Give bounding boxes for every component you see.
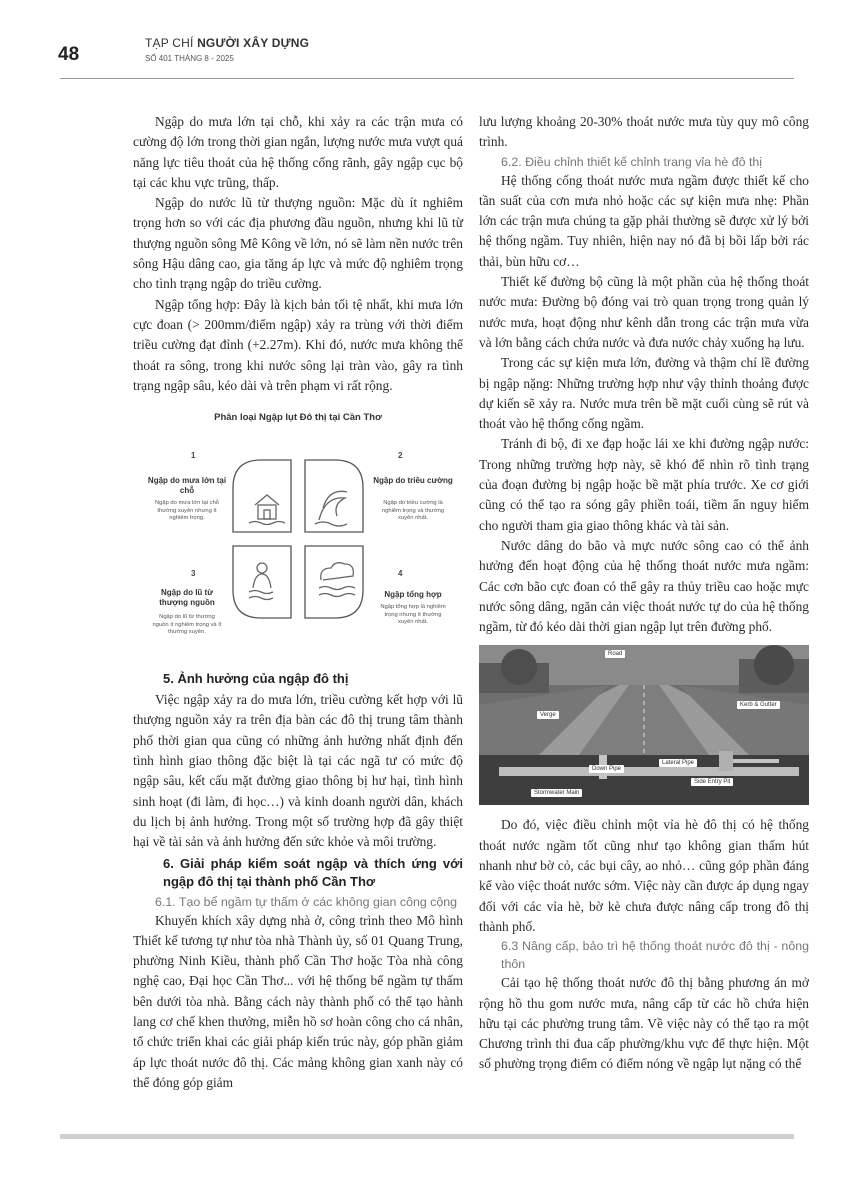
flood-classification-infographic (133, 404, 463, 666)
footer-divider (60, 1134, 794, 1139)
left-column (133, 112, 463, 1093)
paragraph: Trong các sự kiện mưa lớn, đường và thậm chí lề đường bị ngập nặng: Những trường hợp như vậy thỉnh thoảng được dự kiến sẽ xảy ra. Nước mưa trên bề mặt cuối cùng sẽ rút và thoát vào hệ thống cống ngầm. (479, 355, 809, 432)
subsection-heading-6-2: 6.2. Điều chỉnh thiết kế chỉnh trang vỉa hè đô thị (501, 154, 763, 169)
subsection-heading-6-3: 6.3 Nâng cấp, bảo trì hệ thống thoát nước đô thị - nông thôn (501, 939, 809, 972)
item-number: 2 (398, 451, 403, 461)
quadrant-1-shape (233, 460, 291, 532)
illustration-graphics (479, 645, 809, 805)
paragraph: Việc ngập xảy ra do mưa lớn, triều cường kết hợp với lũ thượng nguồn xảy ra trên địa bàn các đô thị trung tâm thành phố thời gian qua cũng có những ảnh hưởng nhất định đến tình hình giao thông đặc biệt là tại các ngã tư có mức độ ngập sâu, kết cấu mặt đường giao thông bị hư hại, tình hình sinh hoạt (đi làm, đi học…) và kinh doanh người dân, khách du lịch bị ảnh hưởng. Trong một số trường hợp đã gây thiệt hại về tài sản và ảnh hưởng đến sức khỏe và môi trường. (133, 692, 463, 850)
item-number: 1 (191, 451, 196, 461)
label-road: Road (605, 650, 625, 658)
label-kerb-gutter: Kerb & Gutter (737, 701, 780, 709)
item-title: Ngập do lũ từ thượng nguồn (159, 588, 215, 608)
subsection-heading-6-1: 6.1. Tạo bể ngầm tự thấm ở các không gian công cộng (155, 894, 458, 909)
paragraph: Cải tạo hệ thống thoát nước đô thị bằng phương án mở rộng hồ thu gom nước mưa, nâng cấp từ các hồ chứa hiện hữu tại các phường trung tâm. Về việc này có thể tạo ra một Chương trình thi đua cấp phường/khu vực để thực hiện. Một số phường trọng điểm có điểm nóng về ngập lụt nặng có thể (479, 975, 809, 1072)
label-stormwater-main: Stormwater Main (531, 789, 582, 797)
paragraph: Do đó, việc điều chỉnh một vỉa hè đô thị có hệ thống thoát nước ngầm tốt cũng như tạo không gian thấm hút nhanh như bờ cỏ, các bụi cây, ao nhỏ… cũng góp phần đáng kể vào việc thoát nước sớm. Việc này cần được áp dụng ngay đối với các vỉa hè, bờ kè chưa được nâng cấp trong đô thị thành phố. (479, 817, 809, 934)
item-description: Ngập tổng hợp là nghiêm trọng nhưng ít thường xuyên nhất. (380, 604, 446, 625)
person-flood-icon (249, 563, 273, 600)
paragraph: Ngập tổng hợp: Đây là kịch bản tối tệ nhất, khi mưa lớn cực đoan (> 200mm/điểm ngập) xảy ra trùng với thời điểm triều cường đạt đỉnh (+2.27m). Khi đó, nước mưa không thể thoát ra sông, trong khi nước sông lại tràn vào, gây ra tình trạng ngập sâu, kéo dài và trên phạm vi rất rộng. (133, 296, 463, 393)
paragraph: Tránh đi bộ, đi xe đạp hoặc lái xe khi đường ngập nước: Trong những trường hợp này, sẽ khó để nhìn rõ tình trạng của đoạn đường bị ngập hoặc bề mặt phía trước. Xe cơ giới cũng có thể tạo ra sóng gây phiền toái, tiềm ẩn nguy hiểm cho người tham gia giao thông khác và tài sản. (479, 436, 809, 533)
magazine-name: NGƯỜI XÂY DỰNG (197, 36, 310, 50)
paragraph: Ngập do nước lũ từ thượng nguồn: Mặc dù ít nghiêm trọng hơn so với các địa phương đầu nguồn, nhưng khi lũ từ thượng nguồn sông Mê Kông về lớn, nó sẽ làm nền nước trên sông Hậu dâng cao, gia tăng áp lực và mức độ nghiêm trọng cho tình trạng ngập do triều cường. (133, 195, 463, 292)
quadrant-3-shape (233, 546, 291, 618)
item-description: Ngập do lũ từ thượng nguồn ít nghiêm trọng và ít thường xuyên. (152, 614, 222, 635)
house-icon (249, 495, 285, 525)
storm-cloud-icon (319, 563, 355, 597)
item-title: Ngập tổng hợp (384, 590, 442, 600)
item-description: Ngập do triều cường là nghiêm trọng và thường xuyên nhất. (381, 500, 445, 521)
magazine-title (145, 36, 309, 50)
section-heading-6: 6. Giải pháp kiểm soát ngập và thích ứng với ngập đô thị tại thành phố Cần Thơ (163, 855, 463, 889)
label-verge: Verge (537, 711, 559, 719)
wave-icon (315, 491, 347, 526)
header-divider (60, 78, 794, 79)
label-side-entry-pit: Side Entry Pit (691, 778, 733, 786)
paragraph: Khuyến khích xây dựng nhà ở, công trình theo Mô hình Thiết kế tương tự như tòa nhà Thành ủy, số 01 Quang Trung, phường Ninh Kiều, thành phố Cần Thơ hoặc Tòa nhà công nghệ cao, Đại học Cần Thơ... với hệ thống bể ngầm tự thấm bên dưới tòa nhà. Bằng cách này thành phố có thể tạo hành lang cơ chế khen thưởng, miễn hồ sơ hoàn công cho cá nhân, tổ chức triển khai các giải pháp kiến trúc này, góp phần giảm áp lực thoát nước đô thị. Các mảng không gian xanh này có thể đóng góp giảm (133, 912, 463, 1090)
item-title: Ngập do mưa lớn tại chỗ (147, 476, 227, 496)
infographic-title: Phân loại Ngập lụt Đô thị tại Cần Thơ (214, 412, 382, 424)
magazine-prefix: TẠP CHÍ (145, 36, 198, 50)
paragraph: Thiết kế đường bộ cũng là một phần của hệ thống thoát nước mưa: Đường bộ đóng vai trò quan trọng trong quản lý nước mưa, hoạt động như kênh dẫn trong các trận mưa vừa và lớn bằng cách chứa nước và đưa nước chảy xuống hạ lưu. (479, 274, 809, 350)
issue-line: SỐ 401 THÁNG 8 - 2025 (145, 54, 234, 63)
paragraph: lưu lượng khoảng 20-30% thoát nước mưa tùy quy mô công trình. (479, 114, 809, 150)
paragraph: Nước dâng do bão và mực nước sông cao có thể ảnh hưởng đến hoạt động của hệ thống thoát nước mưa ngầm: Các cơn bão cực đoan có thể gây ra thủy triều cao hoặc mực nước sông dâng, ngăn cản việc thoát nước tự do của hệ thống ngầm, từ đó kéo dài thời gian ngập lụt trên đường phố. (479, 537, 809, 635)
item-number: 3 (191, 569, 196, 579)
item-description: Ngập do mưa lớn tại chỗ thường xuyên nhưng ít nghiêm trọng. (154, 500, 220, 521)
section-heading-5: 5. Ảnh hưởng của ngập đô thị (163, 671, 349, 687)
page-number: 48 (58, 44, 80, 65)
label-down-pipe: Down Pipe (589, 765, 624, 773)
item-title: Ngập do triều cường (373, 476, 453, 486)
right-column (479, 112, 809, 1075)
label-lateral-pipe: Lateral Pipe (659, 759, 697, 767)
paragraph: Hệ thống cống thoát nước mưa ngầm được thiết kế cho tần suất của cơn mưa nhỏ hoặc các sự kiện mưa nhẹ: Phần lớn các trận mưa chúng ta gặp phải thường sẽ được xử lý bởi hệ thống ngầm. Tuy nhiên, hiện nay nó đã bị bồi lấp bởi rác thải, bùn hữu cơ… (479, 172, 809, 269)
stormwater-system-illustration (479, 645, 809, 805)
paragraph: Ngập do mưa lớn tại chỗ, khi xảy ra các trận mưa có cường độ lớn trong thời gian ngắn, lượng nước mưa vượt quá năng lực tiêu thoát của hệ thống cống rãnh, gây ngập cục bộ tại các khu vực trũng, thấp. (133, 114, 463, 190)
quadrant-4-shape (305, 546, 363, 618)
quadrant-2-shape (305, 460, 363, 532)
item-number: 4 (398, 569, 403, 579)
